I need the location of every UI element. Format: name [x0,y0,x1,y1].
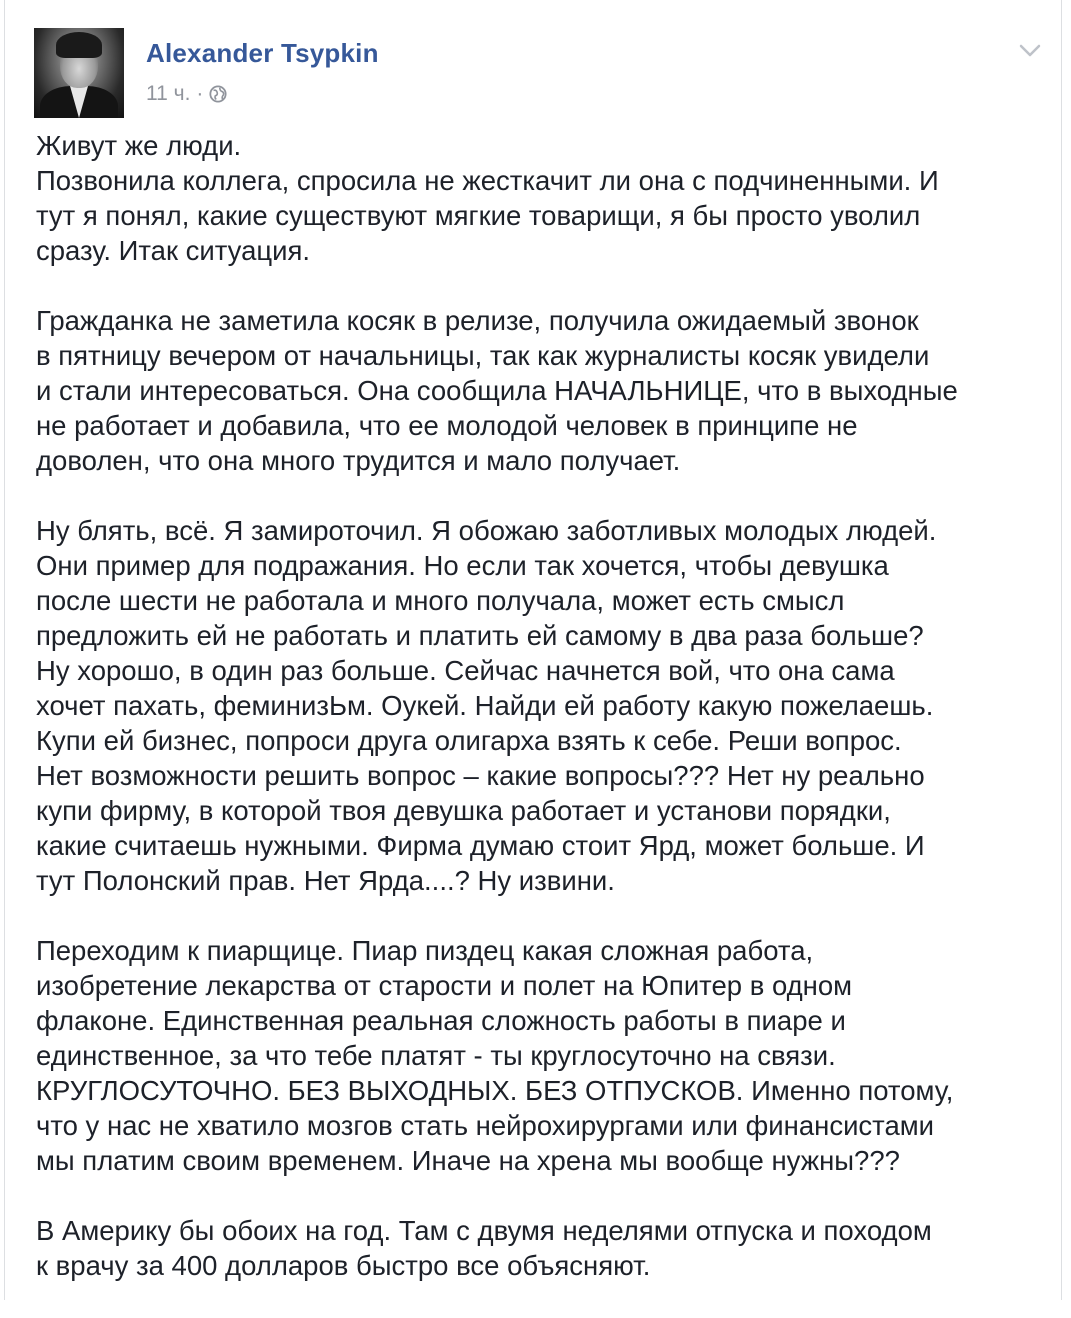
post-text-line: изобретение лекарства от старости и полет на Юпитер в одном [36,970,853,1001]
post-text-line: Живут же люди. [36,130,242,161]
post-text-line: что у нас не хватило мозгов стать нейрохирургами или финансистами [36,1110,935,1141]
post-text-line: какие считаешь нужными. Фирма думаю стоит Ярд, может больше. И [36,830,925,861]
post-text-line: КРУГЛОСУТОЧНО. БЕЗ ВЫХОДНЫХ. БЕЗ ОТПУСКОВ. Именно потому, [36,1075,954,1106]
post-text-line: Позвонила коллега, спросила не жесткачит ли она с подчиненными. И [36,165,939,196]
post-text-line: доволен, что она много трудится и мало получает. [36,445,681,476]
post-text-line: после шести не работала и много получала, может есть смысл [36,585,845,616]
meta-separator: · [196,82,204,105]
post-text-line: Нет возможности решить вопрос – какие вопросы??? Нет ну реально [36,760,925,791]
post-text-line: Они пример для подражания. Но если так хочется, чтобы девушка [36,550,889,581]
post-time[interactable]: 11 ч. [146,82,191,105]
avatar-hair [56,32,102,58]
post-text-line: единственное, за что тебе платят - ты круглосуточно на связи. [36,1040,836,1071]
post-text-line: тут Полонский прав. Нет Ярда....? Ну извини. [36,865,615,896]
post-body [36,128,1041,1318]
post-text-line: Ну хорошо, в один раз больше. Сейчас начнется вой, что она сама [36,655,895,686]
post-text-line: Гражданка не заметила косяк в релизе, получила ожидаемый звонок [36,305,919,336]
post-text-line: Купи ей бизнес, попроси друга олигарха взять к себе. Реши вопрос. [36,725,902,756]
post-text-line: Ну блять, всё. Я замироточил. Я обожаю заботливых молодых людей. [36,515,937,546]
avatar[interactable] [34,28,124,118]
post-text-line: В Америку бы обоих на год. Там с двумя неделями отпуска и походом [36,1215,932,1246]
post-text-line: в пятницу вечером от начальницы, так как журналисты косяк увидели [36,340,930,371]
post-text-line: не работает и добавила, что ее молодой человек в принципе не [36,410,858,441]
post-text-line: купи фирму, в которой твоя девушка работает и установи порядки, [36,795,891,826]
post-paragraph [36,933,1041,1178]
post-text-line: Переходим к пиарщице. Пиар пиздец какая сложная работа, [36,935,814,966]
post-text-line: хочет пахать, феминизЬм. Оукей. Найди ей работу какую пожелаешь. [36,690,934,721]
author-name[interactable]: Alexander Tsypkin [146,38,379,68]
post-meta [146,82,227,106]
globe-icon[interactable] [209,85,227,103]
post-paragraph [36,303,1041,478]
post-text-line: и стали интересоваться. Она сообщила НАЧАЛЬНИЦЕ, что в выходные [36,375,958,406]
post-paragraph [36,1213,1041,1283]
post-header [5,0,1061,120]
post-text-line: флаконе. Единственная реальная сложность работы в пиаре и [36,1005,846,1036]
post-text-line: к врачу за 400 долларов быстро все объясняют. [36,1250,651,1281]
post-paragraph [36,128,1041,268]
post-text-line: сразу. Итак ситуация. [36,235,311,266]
post-text-line: предложить ей не работать и платить ей самому в два раза больше? [36,620,924,651]
post-text-line: тут я понял, какие существуют мягкие товарищи, я бы просто уволил [36,200,921,231]
post-card [4,0,1062,1300]
post-text-line: мы платим своим временем. Иначе на хрена мы вообще нужны??? [36,1145,900,1176]
chevron-down-icon[interactable] [1017,40,1043,60]
post-paragraph [36,513,1041,898]
